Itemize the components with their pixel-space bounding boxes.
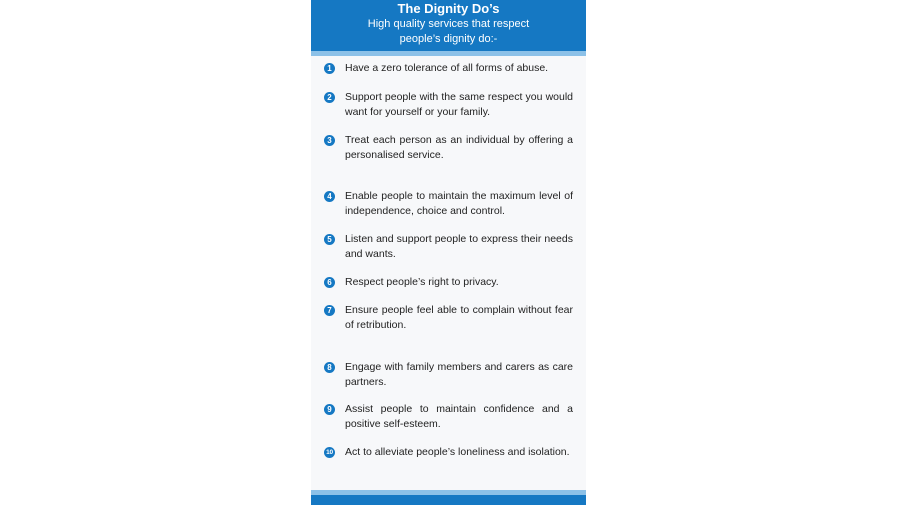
list-item-text: Assist people to maintain confidence and a positive self-esteem. bbox=[345, 403, 573, 430]
list-item-text: Enable people to maintain the maximum level of independence, choice and control. bbox=[345, 190, 573, 217]
number-badge: 10 bbox=[324, 447, 335, 458]
list-item-text: Have a zero tolerance of all forms of abuse. bbox=[345, 62, 549, 74]
dignity-card bbox=[311, 0, 586, 505]
number-badge: 2 bbox=[324, 92, 335, 103]
list-item-text: Ensure people feel able to complain without fear of retribution. bbox=[345, 304, 573, 331]
header-stripe-divider bbox=[311, 51, 586, 56]
list-item-text: Respect people’s right to privacy. bbox=[345, 276, 499, 288]
card-title: The Dignity Do’s bbox=[397, 1, 500, 16]
card-subtitle-line-1: High quality services that respect bbox=[367, 18, 530, 30]
number-badge: 6 bbox=[324, 277, 335, 288]
number-badge: 5 bbox=[324, 234, 335, 245]
number-badge: 7 bbox=[324, 305, 335, 316]
number-badge: 9 bbox=[324, 404, 335, 415]
number-badge: 1 bbox=[324, 63, 335, 74]
number-badge: 8 bbox=[324, 362, 335, 373]
number-badge: 4 bbox=[324, 191, 335, 202]
card-header bbox=[311, 0, 586, 51]
list-item-text: Engage with family members and carers as care partners. bbox=[345, 361, 573, 388]
list-item-text: Listen and support people to express their needs and wants. bbox=[345, 233, 573, 260]
number-badge: 3 bbox=[324, 135, 335, 146]
list-item-text: Act to alleviate people’s loneliness and isolation. bbox=[345, 446, 570, 458]
list-item-text: Treat each person as an individual by offering a personalised service. bbox=[345, 134, 573, 161]
card-footer bbox=[311, 495, 586, 505]
card-subtitle-line-2: people’s dignity do:- bbox=[399, 33, 498, 45]
list-item-text: Support people with the same respect you would want for yourself or your family. bbox=[345, 91, 573, 118]
